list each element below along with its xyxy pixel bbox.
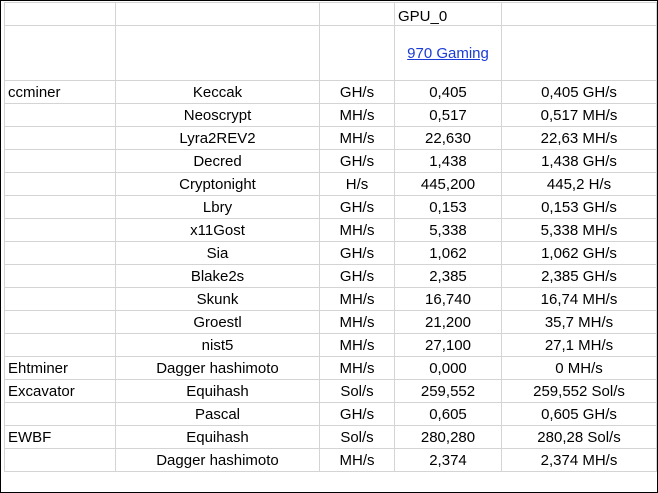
algorithm-cell[interactable]: Pascal <box>116 403 320 426</box>
hashrate-formatted-cell[interactable]: 445,2 H/s <box>502 173 657 196</box>
unit-cell[interactable]: MH/s <box>320 449 395 472</box>
header-row-gpu <box>5 3 657 26</box>
unit-cell[interactable]: MH/s <box>320 104 395 127</box>
table-row <box>5 311 657 334</box>
miner-cell[interactable] <box>5 403 116 426</box>
hashrate-formatted-cell[interactable]: 0,405 GH/s <box>502 81 657 104</box>
table-row <box>5 357 657 380</box>
miner-cell[interactable] <box>5 288 116 311</box>
hashrate-formatted-cell[interactable]: 0,605 GH/s <box>502 403 657 426</box>
hashrate-formatted-cell[interactable]: 22,63 MH/s <box>502 127 657 150</box>
cell[interactable] <box>5 26 116 81</box>
cell[interactable] <box>5 3 116 26</box>
miner-cell[interactable] <box>5 196 116 219</box>
miner-cell[interactable] <box>5 150 116 173</box>
unit-cell[interactable]: GH/s <box>320 242 395 265</box>
miner-cell[interactable] <box>5 334 116 357</box>
hashrate-formatted-cell[interactable]: 35,7 MH/s <box>502 311 657 334</box>
hashrate-formatted-cell[interactable]: 1,438 GH/s <box>502 150 657 173</box>
miner-cell[interactable] <box>5 242 116 265</box>
cell[interactable] <box>320 26 395 81</box>
unit-cell[interactable]: MH/s <box>320 334 395 357</box>
table-row <box>5 150 657 173</box>
table-row <box>5 196 657 219</box>
miner-cell[interactable] <box>5 173 116 196</box>
unit-cell[interactable]: GH/s <box>320 150 395 173</box>
hashrate-value-cell[interactable]: 0,000 <box>395 357 502 380</box>
unit-cell[interactable]: GH/s <box>320 196 395 219</box>
miner-cell[interactable] <box>5 127 116 150</box>
algorithm-cell[interactable]: Decred <box>116 150 320 173</box>
table-row <box>5 334 657 357</box>
algorithm-cell[interactable]: Groestl <box>116 311 320 334</box>
unit-cell[interactable]: MH/s <box>320 288 395 311</box>
table-row <box>5 426 657 449</box>
unit-cell[interactable]: GH/s <box>320 81 395 104</box>
algorithm-cell[interactable]: Lbry <box>116 196 320 219</box>
gpu-label-cell[interactable] <box>395 3 502 26</box>
hashrate-formatted-cell[interactable]: 5,338 MH/s <box>502 219 657 242</box>
miner-cell[interactable]: ccminer <box>5 81 116 104</box>
algorithm-cell[interactable]: Keccak <box>116 81 320 104</box>
algorithm-cell[interactable]: nist5 <box>116 334 320 357</box>
unit-cell[interactable]: Sol/s <box>320 380 395 403</box>
algorithm-cell[interactable]: Sia <box>116 242 320 265</box>
algorithm-cell[interactable]: Lyra2REV2 <box>116 127 320 150</box>
hashrate-value-cell[interactable]: 0,405 <box>395 81 502 104</box>
device-link-cell[interactable] <box>395 26 502 81</box>
hashrate-formatted-cell[interactable]: 16,74 MH/s <box>502 288 657 311</box>
hashrate-value-cell[interactable]: 259,552 <box>395 380 502 403</box>
miner-cell[interactable]: EWBF <box>5 426 116 449</box>
hashrate-value-cell[interactable]: 2,374 <box>395 449 502 472</box>
cell[interactable] <box>116 3 320 26</box>
cell[interactable] <box>320 3 395 26</box>
algorithm-cell[interactable]: Dagger hashimoto <box>116 449 320 472</box>
hashrate-value-cell[interactable]: 0,517 <box>395 104 502 127</box>
hashrate-formatted-cell[interactable]: 280,28 Sol/s <box>502 426 657 449</box>
algorithm-cell[interactable]: Neoscrypt <box>116 104 320 127</box>
hashrate-formatted-cell[interactable]: 0,517 MH/s <box>502 104 657 127</box>
miner-cell[interactable] <box>5 265 116 288</box>
cell[interactable] <box>116 26 320 81</box>
algorithm-cell[interactable]: Dagger hashimoto <box>116 357 320 380</box>
unit-cell[interactable]: MH/s <box>320 311 395 334</box>
hashrate-value-cell[interactable]: 1,438 <box>395 150 502 173</box>
hashrate-value-cell[interactable]: 21,200 <box>395 311 502 334</box>
cell[interactable] <box>502 3 657 26</box>
table-row <box>5 127 657 150</box>
table-row <box>5 104 657 127</box>
unit-cell[interactable]: MH/s <box>320 127 395 150</box>
table-row <box>5 403 657 426</box>
hashrate-formatted-cell[interactable]: 27,1 MH/s <box>502 334 657 357</box>
hashrate-value-cell[interactable]: 280,280 <box>395 426 502 449</box>
miner-cell[interactable] <box>5 449 116 472</box>
miner-cell[interactable]: Ehtminer <box>5 357 116 380</box>
miner-cell[interactable] <box>5 219 116 242</box>
hashrate-value-cell[interactable]: 16,740 <box>395 288 502 311</box>
hashrate-value-cell[interactable]: 2,385 <box>395 265 502 288</box>
hashrate-formatted-cell[interactable]: 0 MH/s <box>502 357 657 380</box>
unit-cell[interactable]: MH/s <box>320 357 395 380</box>
table-row <box>5 380 657 403</box>
hashrate-formatted-cell[interactable]: 2,385 GH/s <box>502 265 657 288</box>
unit-cell[interactable]: MH/s <box>320 219 395 242</box>
algorithm-cell[interactable]: x11Gost <box>116 219 320 242</box>
hashrate-value-cell[interactable]: 22,630 <box>395 127 502 150</box>
hashrate-formatted-cell[interactable]: 259,552 Sol/s <box>502 380 657 403</box>
device-link[interactable]: 970 Gaming <box>407 44 489 62</box>
table-row <box>5 288 657 311</box>
header-row-device <box>5 26 657 81</box>
table-row <box>5 219 657 242</box>
hashrate-value-cell[interactable]: 445,200 <box>395 173 502 196</box>
miner-cell[interactable] <box>5 311 116 334</box>
algorithm-cell[interactable]: Equihash <box>116 380 320 403</box>
unit-cell[interactable]: GH/s <box>320 265 395 288</box>
algorithm-cell[interactable]: Blake2s <box>116 265 320 288</box>
table-row <box>5 173 657 196</box>
hashrate-value-cell[interactable]: 0,605 <box>395 403 502 426</box>
hashrate-value-cell[interactable]: 5,338 <box>395 219 502 242</box>
hashrate-formatted-cell[interactable]: 0,153 GH/s <box>502 196 657 219</box>
miner-cell[interactable]: Excavator <box>5 380 116 403</box>
miner-cell[interactable] <box>5 104 116 127</box>
table-row <box>5 265 657 288</box>
unit-cell[interactable]: Sol/s <box>320 426 395 449</box>
cell[interactable] <box>502 26 657 81</box>
table-row <box>5 81 657 104</box>
algorithm-cell[interactable]: Equihash <box>116 426 320 449</box>
hashrate-formatted-cell[interactable]: 2,374 MH/s <box>502 449 657 472</box>
hashrate-value-cell[interactable]: 27,100 <box>395 334 502 357</box>
hashrate-value-cell[interactable]: 0,153 <box>395 196 502 219</box>
algorithm-cell[interactable]: Cryptonight <box>116 173 320 196</box>
unit-cell[interactable]: H/s <box>320 173 395 196</box>
hashrate-formatted-cell[interactable]: 1,062 GH/s <box>502 242 657 265</box>
table-row <box>5 242 657 265</box>
spreadsheet-table <box>4 2 657 472</box>
unit-cell[interactable]: GH/s <box>320 403 395 426</box>
table-row <box>5 449 657 472</box>
hashrate-value-cell[interactable]: 1,062 <box>395 242 502 265</box>
gpu-label: GPU_0 <box>398 8 448 25</box>
algorithm-cell[interactable]: Skunk <box>116 288 320 311</box>
